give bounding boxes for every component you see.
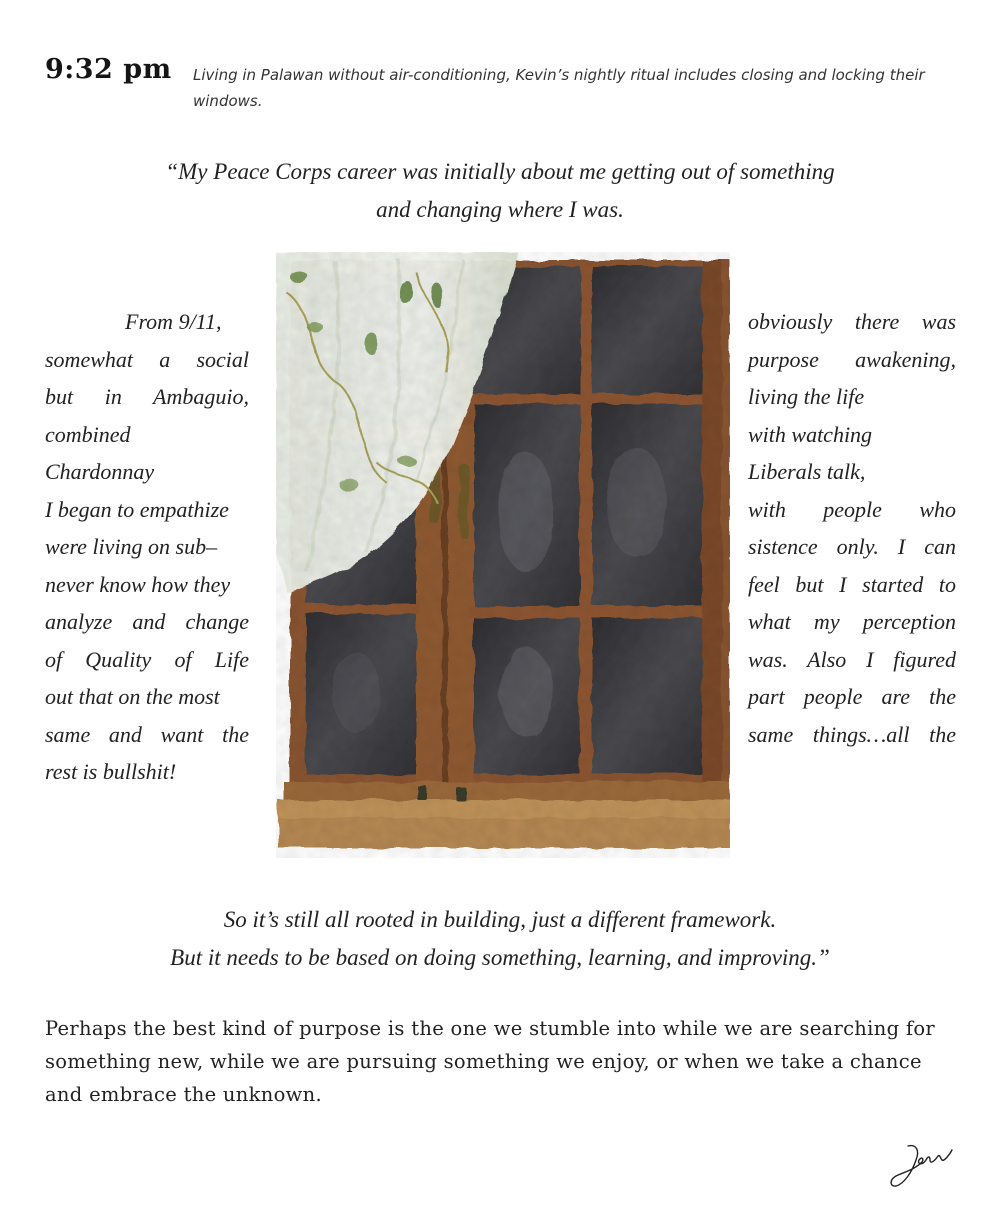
column-line: obviously there was (748, 309, 956, 334)
left-text-column (45, 303, 249, 791)
closing-paragraph: Perhaps the best kind of purpose is the one we stumble into while we are searching for something new, while we are pursuing something we enjoy, or when we take a chance and embrace the unknown. (45, 1017, 936, 1106)
right-text-column (748, 303, 956, 753)
column-line: feel but I started to (748, 571, 956, 597)
column-line: somewhat a social (45, 346, 249, 372)
column-line: of Quality of Life (45, 646, 249, 672)
column-line: purpose awakening, (748, 346, 956, 372)
quote-line: “My Peace Corps career was initially about me getting out of something (165, 159, 835, 184)
column-line: with people who (748, 496, 956, 522)
quote-line: But it needs to be based on doing something, learning, and improving.” (170, 945, 830, 970)
column-line: living the life (748, 384, 865, 409)
opening-quote (60, 153, 940, 229)
column-line: combined (45, 421, 131, 447)
column-line: same things…all the (748, 721, 956, 747)
caption: Living in Palawan without air-conditioning, Kevin’s nightly ritual includes closing and locking their windows. (193, 66, 925, 110)
column-line: but in Ambaguio, (45, 384, 249, 409)
column-line: analyze and change (45, 609, 249, 634)
column-line: part people are the (748, 684, 956, 709)
column-line: with watching (748, 421, 873, 447)
column-line: never know how they (45, 571, 231, 597)
column-line: sistence only. I can (748, 534, 956, 559)
column-line: same and want the (45, 721, 249, 747)
closing-quote (60, 901, 940, 977)
watercolor-window-icon (276, 252, 730, 858)
column-line: From 9/11, (125, 309, 222, 334)
column-line: what my perception (748, 609, 956, 634)
signature-icon (886, 1140, 956, 1190)
column-line: Liberals talk, (748, 459, 866, 484)
column-line: were living on sub– (45, 534, 218, 559)
timestamp: 9:32 pm (45, 54, 172, 85)
quote-line: So it’s still all rooted in building, just a different framework. (223, 907, 777, 932)
quote-line: and changing where I was. (376, 197, 624, 222)
column-line: rest is bullshit! (45, 759, 177, 784)
column-line: Chardonnay (45, 459, 155, 484)
column-line: I began to empathize (45, 496, 229, 522)
column-line: was. Also I figured (748, 646, 956, 672)
column-line: out that on the most (45, 684, 220, 709)
